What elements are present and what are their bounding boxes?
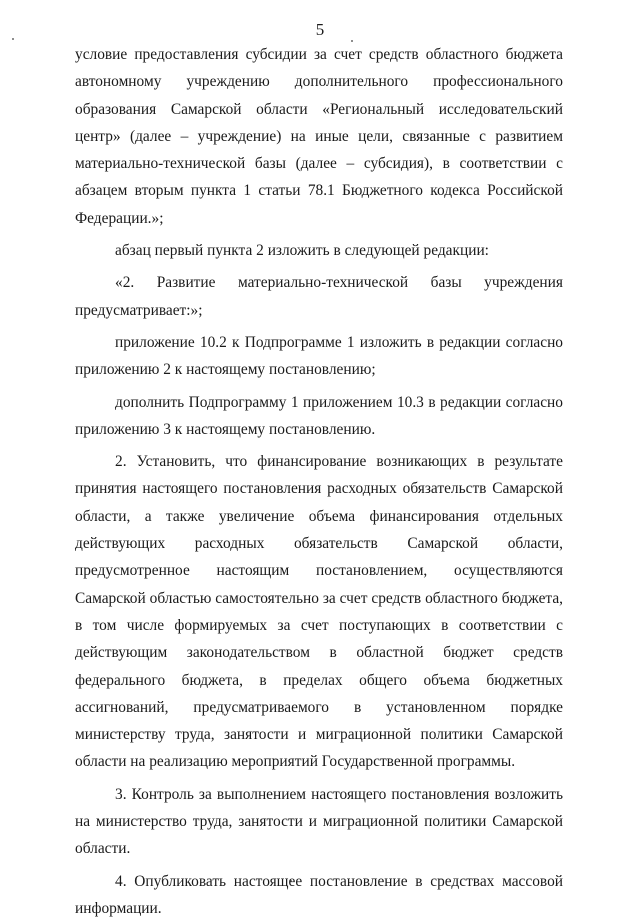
paragraph-amend-clause-2: абзац первый пункта 2 изложить в следующей редакции: xyxy=(115,242,489,260)
paragraph-subsidy-condition: условие предоставления субсидии за счет средств областного бюджета автономному учреждению дополнительного профессионального образования Самарской области «Региональный исследовательский центр» (далее – учреждение) на иные цели, связанные с развитием материально-технической базы (далее – субсидия), в соответствии с абзацем вторым пункта 1 статьи 78.1 Бюджетного кодекса Российской Федерации.»; xyxy=(75,46,563,227)
paragraph-control: 3. Контроль за выполнением настоящего постановления возложить на министерство труда, занятости и миграционной политики Самарской области. xyxy=(75,785,563,858)
paragraph-clause-2-text: «2. Развитие материально-технической базы учреждения предусматривает:»; xyxy=(75,274,563,319)
page-number: 5 xyxy=(315,20,325,39)
paragraph-appendix-10-2: приложение 10.2 к Подпрограмме 1 изложить в редакции согласно приложению 2 к настоящему постановлению; xyxy=(75,333,563,379)
document-body xyxy=(75,41,563,922)
paragraph-appendix-10-3: дополнить Подпрограмму 1 приложением 10.3 в редакции согласно приложению 3 к настоящему постановлению. xyxy=(75,393,563,438)
paragraph-publication: 4. Опубликовать настоящее постановление в средствах массовой информации. xyxy=(75,872,563,917)
scan-speck xyxy=(12,38,14,40)
paragraph-financing: 2. Установить, что финансирование возникающих в результате принятия настоящего постановления расходных обязательств Самарской области, а также увеличение объема финансирования отдельных действующих расходных обязательств Самарской области, предусмотренное настоящим постановлением, осуществляются Самарской областью самостоятельно за счет средств областного бюджета, в том числе формируемых за счет поступающих в соответствии с действующим законодательством в областной бюджет средств федерального бюджета, в пределах общего объема бюджетных ассигнований, предусматриваемого в установленном порядке министерству труда, занятости и миграционной политики Самарской области на реализацию мероприятий Государственной программы. xyxy=(75,453,563,771)
